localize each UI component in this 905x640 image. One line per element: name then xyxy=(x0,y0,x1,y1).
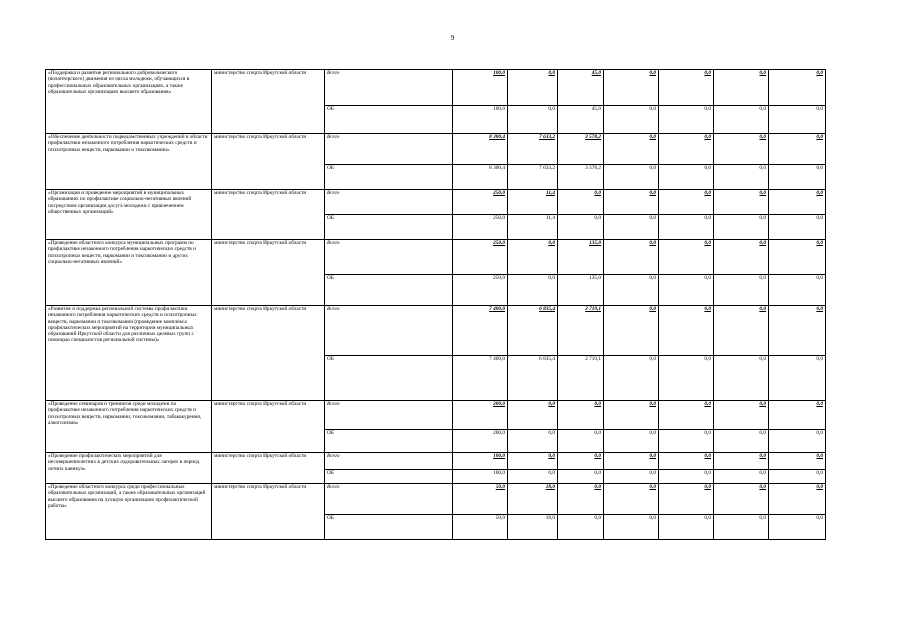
ob-value: 50,0 xyxy=(453,515,508,540)
ob-value: 250,0 xyxy=(453,215,508,240)
total-value: 0,0 xyxy=(769,134,826,165)
total-value: 0,0 xyxy=(714,70,769,106)
ob-value: 0,0 xyxy=(769,275,826,306)
table-row-total xyxy=(46,240,826,275)
total-value: 0,0 xyxy=(769,484,826,515)
total-value: 0,0 xyxy=(508,453,558,470)
funding-source-total: Всего xyxy=(325,190,453,215)
ob-value: 0,0 xyxy=(508,470,558,484)
ob-value: 0,0 xyxy=(604,165,659,190)
total-value: 0,0 xyxy=(659,240,714,275)
total-value: 0,0 xyxy=(714,401,769,430)
funding-source-total: Всего xyxy=(325,306,453,356)
total-value: 11,4 xyxy=(508,190,558,215)
total-value: 0,0 xyxy=(714,453,769,470)
ob-value: 0,0 xyxy=(659,470,714,484)
table-row-total xyxy=(46,70,826,106)
total-value: 250,0 xyxy=(453,240,508,275)
ob-value: 0,0 xyxy=(714,515,769,540)
ob-value: 6 835,4 xyxy=(508,356,558,401)
total-value: 0,0 xyxy=(769,306,826,356)
total-value: 7 400,0 xyxy=(453,306,508,356)
total-value: 50,0 xyxy=(453,484,508,515)
ob-value: 200,0 xyxy=(453,430,508,453)
funding-source-total: Всего xyxy=(325,453,453,470)
total-value: 0,0 xyxy=(508,70,558,106)
total-value: 0,0 xyxy=(769,70,826,106)
event-description: «Проведение профилактических мероприятий для несовершеннолетних в детских оздоровительных лагерях в период летних каникул» xyxy=(46,453,212,484)
ob-value: 0,0 xyxy=(714,215,769,240)
total-value: 8 300,4 xyxy=(453,134,508,165)
ob-value: 0,0 xyxy=(769,106,826,134)
funding-source-total: Всего xyxy=(325,134,453,165)
funding-source-ob: ОБ xyxy=(325,215,453,240)
ob-value: 3 578,2 xyxy=(558,165,604,190)
total-value: 0,0 xyxy=(714,484,769,515)
total-value: 0,0 xyxy=(558,401,604,430)
executor: министерство спорта Иркутской области xyxy=(212,134,325,190)
total-value: 0,0 xyxy=(604,190,659,215)
total-value: 200,0 xyxy=(453,401,508,430)
executor: министерство спорта Иркутской области xyxy=(212,190,325,240)
ob-value: 0,0 xyxy=(604,275,659,306)
ob-value: 0,0 xyxy=(558,215,604,240)
total-value: 250,0 xyxy=(453,190,508,215)
ob-value: 0,0 xyxy=(659,106,714,134)
event-description: «Проведение семинаров и тренингов среди молодежи по профилактике незаконного потребления наркотических средств и психотропных веществ, наркомании, токсикомании, табакокурения, алкоголизма» xyxy=(46,401,212,453)
total-value: 0,0 xyxy=(659,453,714,470)
funding-source-ob: ОБ xyxy=(325,470,453,484)
total-value: 0,0 xyxy=(659,190,714,215)
funding-source-total: Всего xyxy=(325,70,453,106)
page-number: 9 xyxy=(450,34,455,42)
event-description: «Обеспечение деятельности подведомственных учреждений в области профилактики незаконного потребления наркотических средств и психотропных веществ, наркомании и токсикомании» xyxy=(46,134,212,190)
total-value: 100,0 xyxy=(453,70,508,106)
ob-value: 0,0 xyxy=(604,515,659,540)
total-value: 0,0 xyxy=(769,190,826,215)
table-row-total xyxy=(46,453,826,470)
total-value: 7 633,2 xyxy=(508,134,558,165)
ob-value: 100,0 xyxy=(453,470,508,484)
ob-value: 0,0 xyxy=(769,356,826,401)
ob-value: 0,0 xyxy=(604,430,659,453)
total-value: 45,0 xyxy=(558,70,604,106)
funding-source-ob: ОБ xyxy=(325,515,453,540)
ob-value: 0,0 xyxy=(659,215,714,240)
funding-source-ob: ОБ xyxy=(325,106,453,134)
ob-value: 0,0 xyxy=(604,106,659,134)
total-value: 3 578,2 xyxy=(558,134,604,165)
executor: министерство спорта Иркутской области xyxy=(212,306,325,401)
total-value: 0,0 xyxy=(714,190,769,215)
total-value: 0,0 xyxy=(659,484,714,515)
total-value: 0,0 xyxy=(659,134,714,165)
table-row-total xyxy=(46,190,826,215)
executor: министерство спорта Иркутской области xyxy=(212,401,325,453)
ob-value: 0,0 xyxy=(714,470,769,484)
total-value: 135,0 xyxy=(558,240,604,275)
funding-source-ob: ОБ xyxy=(325,430,453,453)
total-value: 0,0 xyxy=(604,240,659,275)
total-value: 0,0 xyxy=(604,453,659,470)
ob-value: 0,0 xyxy=(558,470,604,484)
ob-value: 0,0 xyxy=(508,106,558,134)
total-value: 100,0 xyxy=(453,453,508,470)
funding-source-ob: ОБ xyxy=(325,165,453,190)
ob-value: 0,0 xyxy=(659,430,714,453)
ob-value: 250,0 xyxy=(453,275,508,306)
ob-value: 0,0 xyxy=(769,165,826,190)
ob-value: 0,0 xyxy=(714,356,769,401)
ob-value: 0,0 xyxy=(714,275,769,306)
total-value: 0,0 xyxy=(769,453,826,470)
funding-source-ob: ОБ xyxy=(325,275,453,306)
ob-value: 0,0 xyxy=(769,515,826,540)
ob-value: 7 400,0 xyxy=(453,356,508,401)
ob-value: 2 719,1 xyxy=(558,356,604,401)
total-value: 2 719,1 xyxy=(558,306,604,356)
ob-value: 0,0 xyxy=(508,430,558,453)
total-value: 0,0 xyxy=(659,70,714,106)
funding-source-ob: ОБ xyxy=(325,356,453,401)
event-description: «Поддержка и развитие регионального добровольческого (волонтерского) движения из числа молодежи, обучающихся в профессиональных образовательных организациях, а также образовательных организациях высшего образования» xyxy=(46,70,212,134)
funding-source-total: Всего xyxy=(325,240,453,275)
ob-value: 0,0 xyxy=(659,356,714,401)
ob-value: 0,0 xyxy=(558,515,604,540)
total-value: 0,0 xyxy=(604,401,659,430)
ob-value: 100,0 xyxy=(453,106,508,134)
ob-value: 8 300,4 xyxy=(453,165,508,190)
executor: министерство спорта Иркутской области xyxy=(212,240,325,306)
ob-value: 0,0 xyxy=(659,275,714,306)
total-value: 0,0 xyxy=(714,240,769,275)
event-description: «Проведение областного конкурса среди профессиональных образовательных организаций, а также образовательных организаций высшего образования на лучшую организацию профилактической работы» xyxy=(46,484,212,540)
executor: министерство спорта Иркутской области xyxy=(212,484,325,540)
total-value: 0,0 xyxy=(769,401,826,430)
program-table xyxy=(45,69,826,540)
ob-value: 45,0 xyxy=(558,106,604,134)
executor: министерство спорта Иркутской области xyxy=(212,70,325,134)
ob-value: 0,0 xyxy=(659,515,714,540)
ob-value: 135,0 xyxy=(558,275,604,306)
total-value: 0,0 xyxy=(714,306,769,356)
total-value: 0,0 xyxy=(508,240,558,275)
ob-value: 0,0 xyxy=(769,470,826,484)
total-value: 0,0 xyxy=(604,484,659,515)
table-row-total xyxy=(46,306,826,356)
funding-source-total: Всего xyxy=(325,401,453,430)
table-row-total xyxy=(46,484,826,515)
ob-value: 0,0 xyxy=(769,430,826,453)
table-row-total xyxy=(46,134,826,165)
total-value: 0,0 xyxy=(604,70,659,106)
total-value: 0,0 xyxy=(659,401,714,430)
total-value: 0,0 xyxy=(659,306,714,356)
total-value: 0,0 xyxy=(558,453,604,470)
ob-value: 0,0 xyxy=(714,106,769,134)
table-body xyxy=(46,70,826,540)
ob-value: 0,0 xyxy=(604,356,659,401)
funding-source-total: Всего xyxy=(325,484,453,515)
table-row-total xyxy=(46,401,826,430)
ob-value: 0,0 xyxy=(659,165,714,190)
ob-value: 18,0 xyxy=(508,515,558,540)
event-description: «Организация и проведение мероприятий в муниципальных образованиях по профилактике социально-негативных явлений посредством организации досуга молодежи с привлечением общественных организаций» xyxy=(46,190,212,240)
event-description: «Проведение областного конкурса муниципальных программ по профилактике незаконного потребления наркотических средств и психотропных веществ, наркомании и токсикомании и других социально-негативных явлений» xyxy=(46,240,212,306)
ob-value: 11,4 xyxy=(508,215,558,240)
executor: министерство спорта Иркутской области xyxy=(212,453,325,484)
ob-value: 0,0 xyxy=(604,470,659,484)
total-value: 0,0 xyxy=(604,306,659,356)
ob-value: 0,0 xyxy=(714,165,769,190)
total-value: 0,0 xyxy=(558,484,604,515)
ob-value: 0,0 xyxy=(769,215,826,240)
total-value: 18,0 xyxy=(508,484,558,515)
total-value: 0,0 xyxy=(558,190,604,215)
ob-value: 0,0 xyxy=(558,430,604,453)
ob-value: 0,0 xyxy=(714,430,769,453)
ob-value: 0,0 xyxy=(508,275,558,306)
event-description: «Развитие и поддержка региональной системы профилактики незаконного потребления наркотических средств и психотропных веществ, наркомании и токсикомании (проведение комплекса профилактических мероприятий на территории муниципальных образований Иркутской области для различных целевых групп с помощью специалистов региональной системы)» xyxy=(46,306,212,401)
total-value: 0,0 xyxy=(508,401,558,430)
total-value: 0,0 xyxy=(769,240,826,275)
total-value: 0,0 xyxy=(714,134,769,165)
total-value: 6 835,4 xyxy=(508,306,558,356)
ob-value: 0,0 xyxy=(604,215,659,240)
total-value: 0,0 xyxy=(604,134,659,165)
ob-value: 7 633,2 xyxy=(508,165,558,190)
